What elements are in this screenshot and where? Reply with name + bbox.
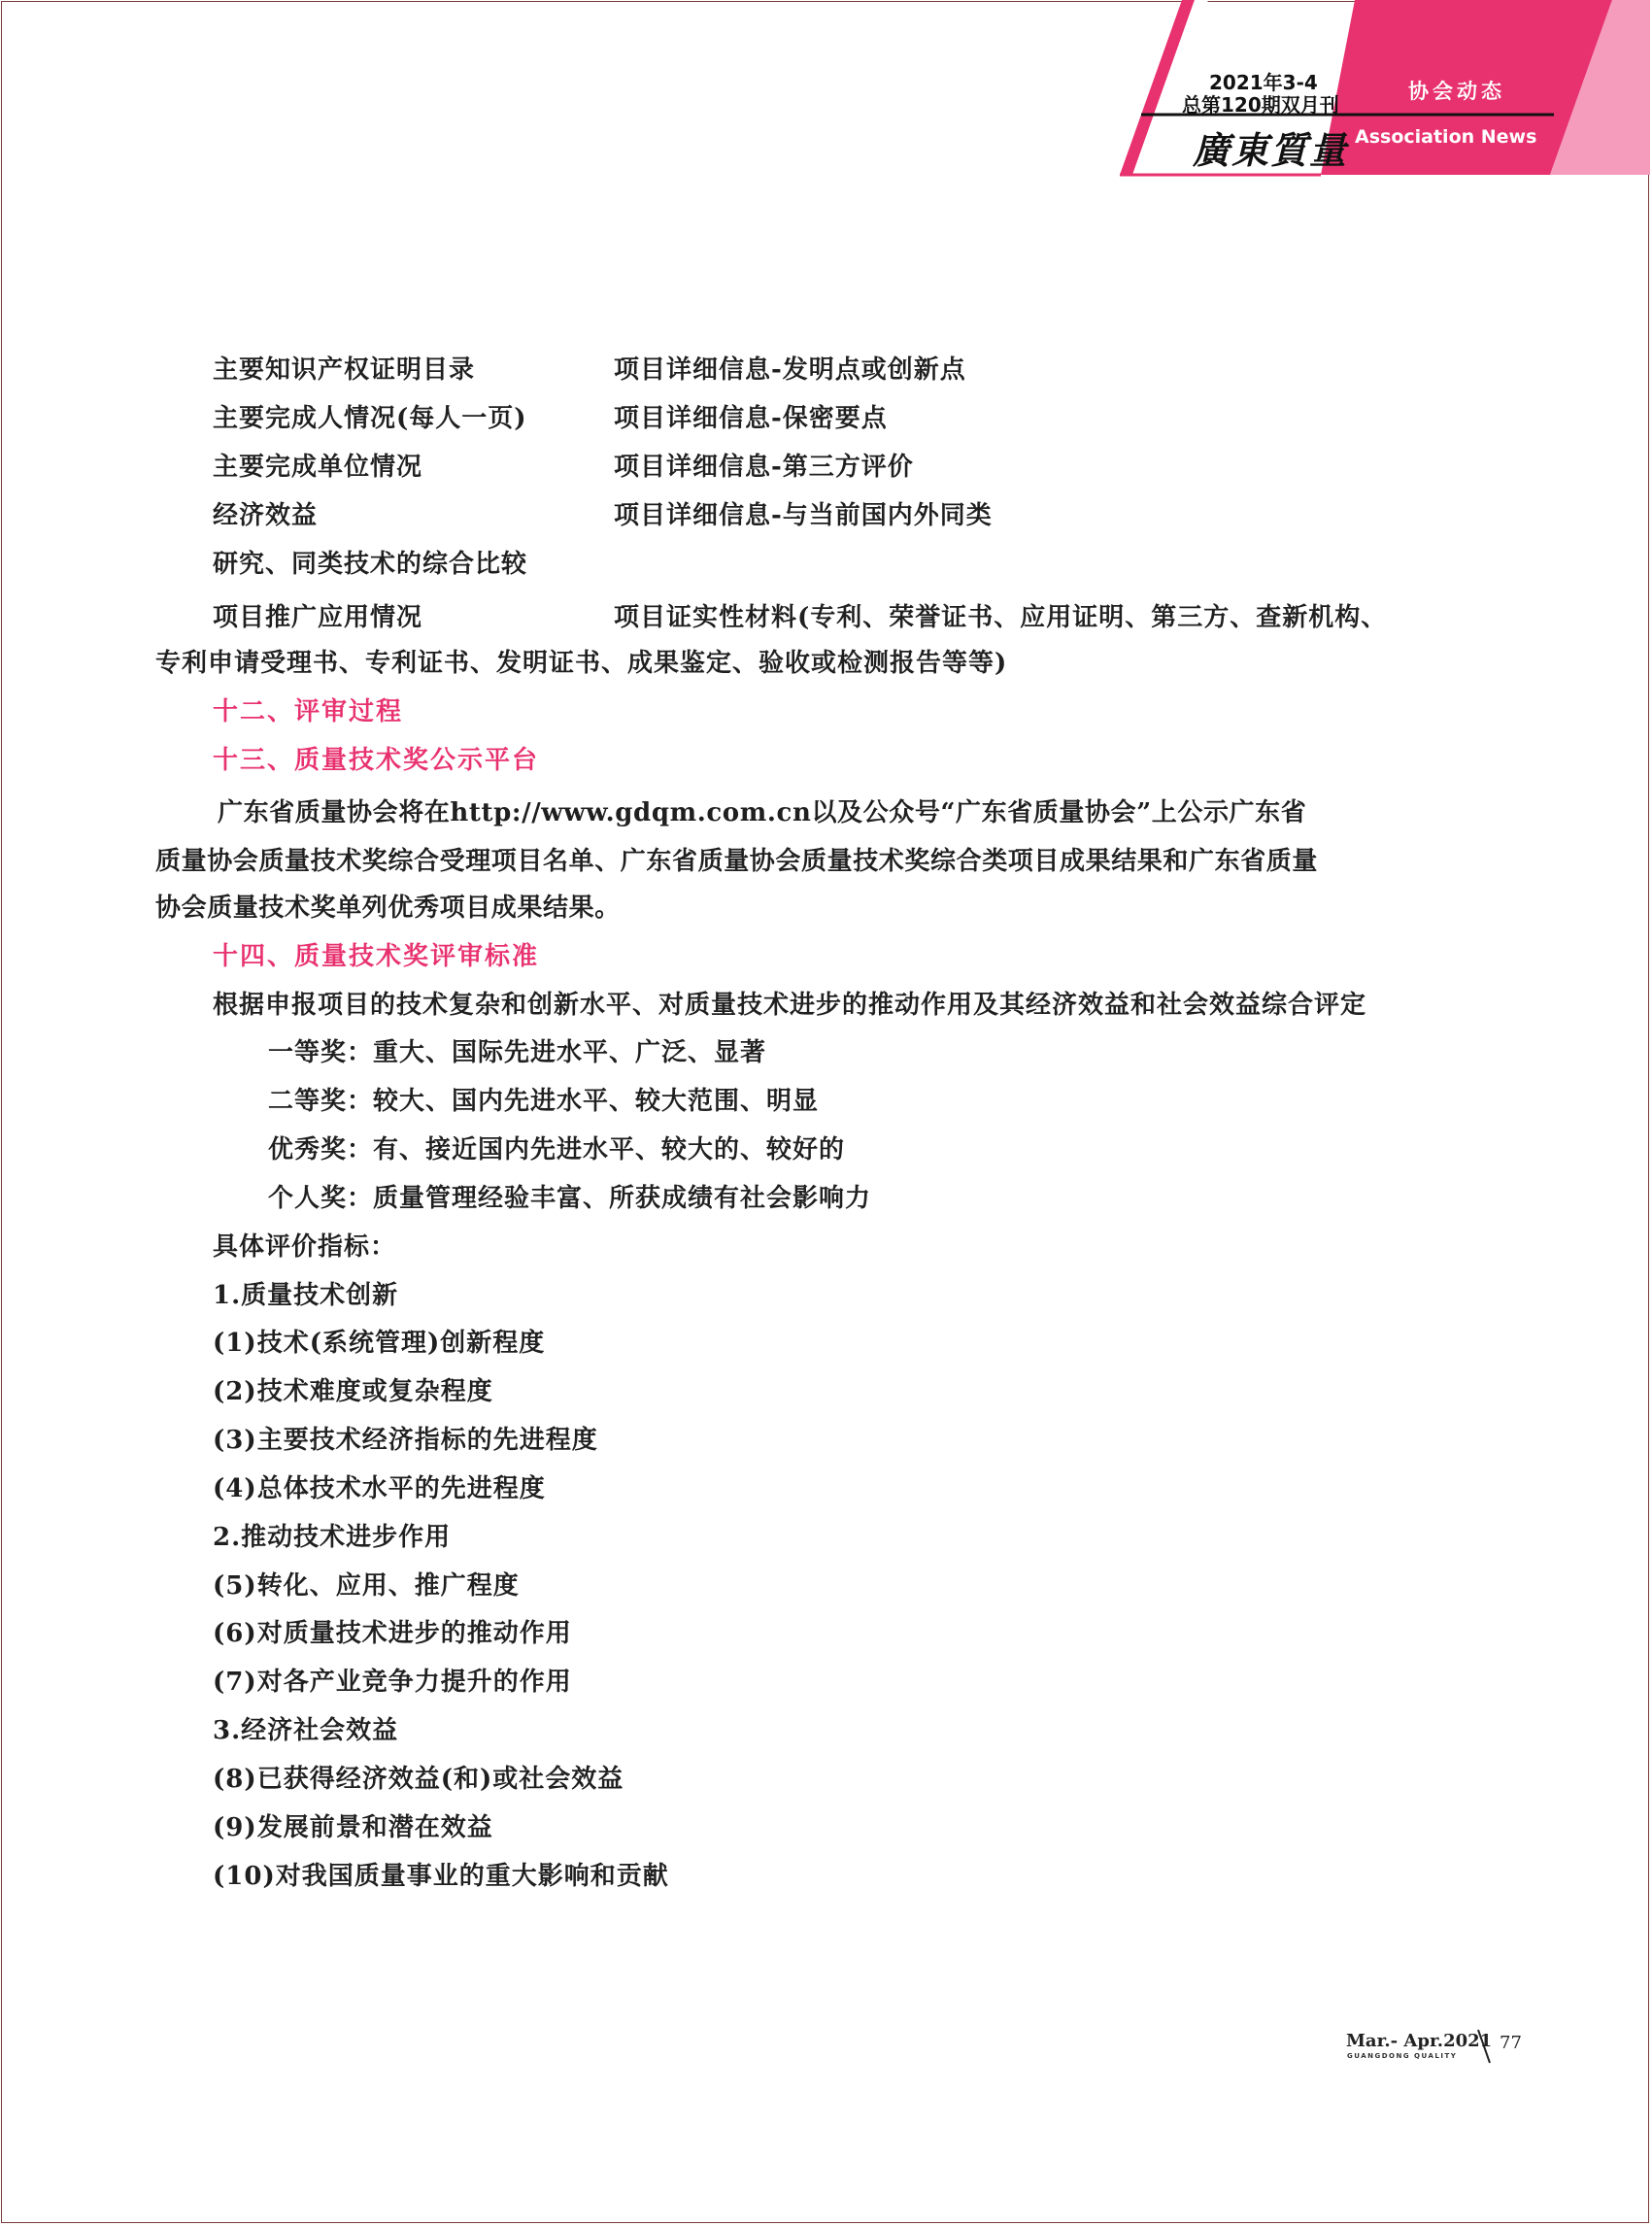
row-left: 主要完成人情况(每人一页) (213, 404, 527, 433)
award-level: 优秀奖：有、接近国内先进水平、较大的、较好的 (268, 1135, 846, 1164)
indicator-item: (9)发展前景和潜在效益 (213, 1813, 493, 1842)
indicator-item: 1.质量技术创新 (213, 1281, 399, 1310)
indicators-title: 具体评价指标： (213, 1232, 397, 1262)
platform-paragraph-line: 协会质量技术奖单列优秀项目成果结果。 (155, 894, 621, 923)
indicator-item: (3)主要技术经济指标的先进程度 (213, 1426, 598, 1455)
indicator-item: (10)对我国质量事业的重大影响和贡献 (213, 1862, 669, 1891)
section-heading-14: 十四、质量技术奖评审标准 (213, 942, 540, 971)
footer-slash-line (1478, 2030, 1490, 2063)
issue-number: 总第120期双月刊 (1182, 93, 1339, 117)
indicator-item: (1)技术(系统管理)创新程度 (213, 1329, 546, 1358)
issue-date: 2021年3-4 (1209, 71, 1318, 94)
criteria-intro: 根据申报项目的技术复杂和创新水平、对质量技术进步的推动作用及其经济效益和社会效益综合评定 (213, 991, 1367, 1020)
row-left: 研究、同类技术的综合比较 (213, 550, 528, 579)
award-level: 一等奖：重大、国际先进水平、广泛、显著 (268, 1038, 767, 1067)
row-continuation: 专利申请受理书、专利证书、发明证书、成果鉴定、验收或检测报告等等) (155, 649, 1008, 678)
header-banner (0, 0, 1652, 185)
row-right: 项目详细信息-第三方评价 (614, 453, 914, 482)
platform-paragraph-line: 质量协会质量技术奖综合受理项目名单、广东省质量协会质量技术奖综合类项目成果结果和广东省质量 (155, 847, 1319, 876)
platform-paragraph-line: 广东省质量协会将在http://www.gdqm.com.cn以及公众号“广东省质量协会”上公示广东省 (218, 798, 1307, 827)
row-left: 经济效益 (213, 501, 319, 530)
row-right: 项目证实性材料(专利、荣誉证书、应用证明、第三方、查新机构、 (614, 603, 1388, 632)
row-left: 主要完成单位情况 (213, 453, 423, 482)
indicator-item: (6)对质量技术进步的推动作用 (213, 1619, 572, 1648)
indicator-item: (4)总体技术水平的先进程度 (213, 1474, 546, 1503)
award-level: 二等奖：较大、国内先进水平、较大范围、明显 (268, 1087, 820, 1116)
indicator-item: 3.经济社会效益 (213, 1716, 399, 1745)
indicator-item: 2.推动技术进步作用 (213, 1523, 452, 1552)
indicator-item: (2)技术难度或复杂程度 (213, 1377, 493, 1406)
page-number: 77 (1500, 2033, 1522, 2053)
column-title-en: Association News (1355, 126, 1537, 148)
award-level: 个人奖：质量管理经验丰富、所获成绩有社会影响力 (268, 1184, 872, 1213)
row-right: 项目详细信息-发明点或创新点 (614, 355, 966, 385)
column-title-cn: 协会动态 (1408, 80, 1505, 103)
row-right: 项目详细信息-与当前国内外同类 (614, 501, 993, 530)
indicator-item: (8)已获得经济效益(和)或社会效益 (213, 1765, 624, 1794)
indicator-item: (5)转化、应用、推广程度 (213, 1571, 520, 1601)
header-slash-accent (1120, 0, 1195, 175)
row-right: 项目详细信息-保密要点 (614, 404, 888, 433)
footer-slash (1474, 2028, 1498, 2067)
footer-magazine-name: GUANGDONG QUALITY (1347, 2052, 1458, 2060)
row-left: 主要知识产权证明目录 (213, 355, 476, 385)
section-heading-13: 十三、质量技术奖公示平台 (213, 746, 540, 775)
row-left: 项目推广应用情况 (213, 603, 423, 632)
section-heading-12: 十二、评审过程 (213, 697, 404, 726)
footer-date: Mar.- Apr.2021 (1346, 2031, 1493, 2051)
magazine-logo: 廣東質量 (1193, 128, 1349, 172)
indicator-item: (7)对各产业竞争力提升的作用 (213, 1668, 572, 1697)
